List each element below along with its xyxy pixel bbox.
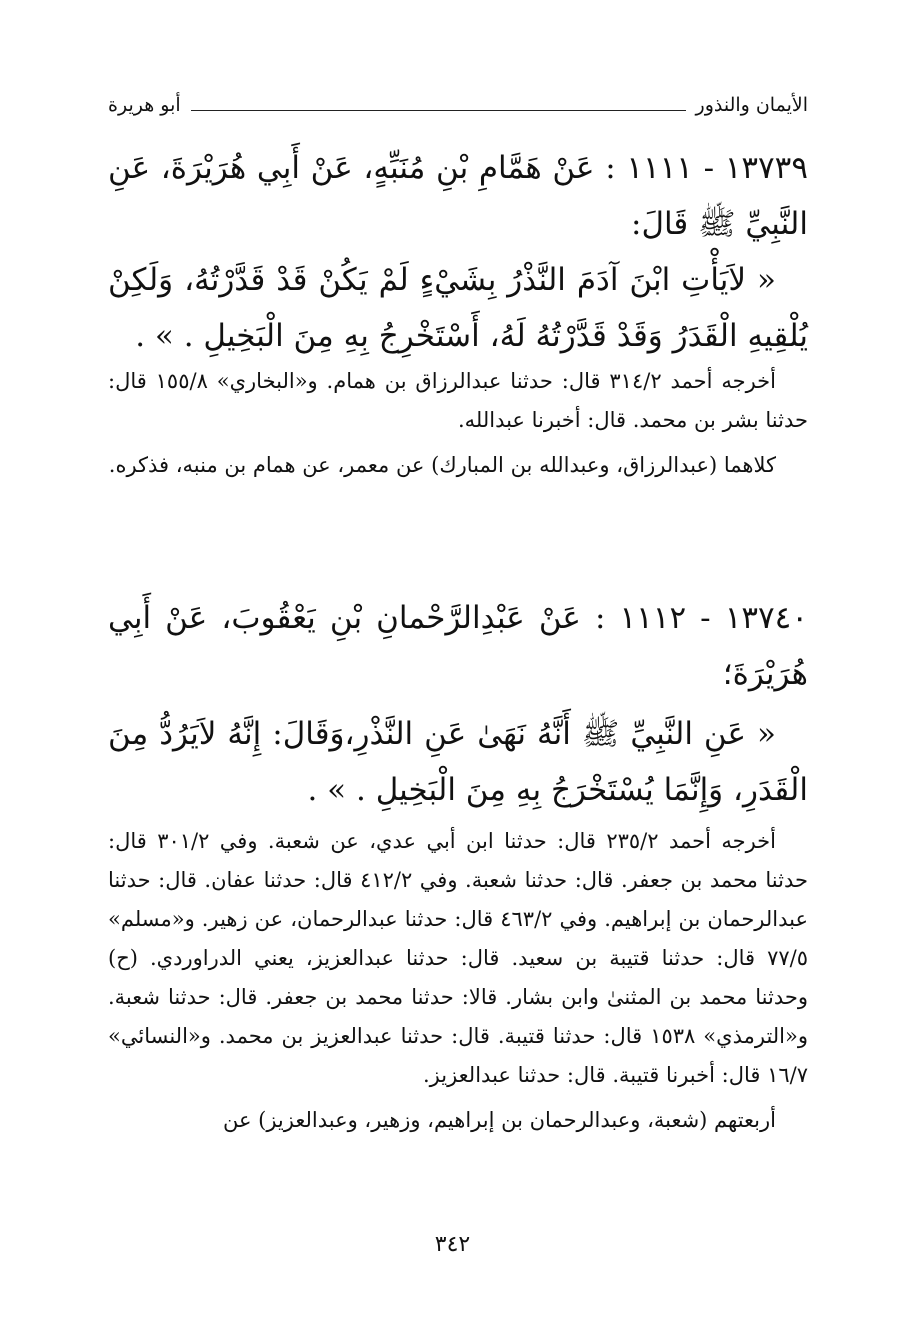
running-header <box>108 88 808 122</box>
takhrij-section-13739 <box>108 362 808 485</box>
hadith-entry-13740 <box>108 590 808 818</box>
takhrij-paragraph: أخرجه أحمد ٢٣٥/٢ قال: حدثنا ابن أبي عدي، عن شعبة. وفي ٣٠١/٢ قال: حدثنا محمد بن جعفر. قال: حدثنا شعبة. وفي ٤١٢/٢ قال: حدثنا عفان. قال: حدثنا عبدالرحمان بن إبراهيم. وفي ٤٦٣/٢ قال: حدثنا عبدالرحمان، عن زهير. و«مسلم» ٧٧/٥ قال: حدثنا قتيبة بن سعيد. قال: حدثنا عبدالعزيز، يعني الدراوردي. (ح) وحدثنا محمد بن المثنىٰ وابن بشار. قالا: حدثنا محمد بن جعفر. قال: حدثنا شعبة. و«الترمذي» ١٥٣٨ قال: حدثنا قتيبة. قال: حدثنا عبدالعزيز بن محمد. و«النسائي» ١٦/٧ قال: أخبرنا قتيبة. قال: حدثنا عبدالعزيز. <box>108 829 809 1087</box>
hadith-entry-13739 <box>108 140 808 364</box>
takhrij-section-13740 <box>108 822 808 1140</box>
header-rule <box>191 110 686 111</box>
takhrij-paragraph: أربعتهم (شعبة، وعبدالرحمان بن إبراهيم، وزهير، وعبدالعزيز) عن <box>222 1108 776 1132</box>
page-number: ٣٤٢ <box>434 1232 471 1257</box>
hadith-text: « لاَيَأْتِ ابْنَ آدَمَ النَّذْرُ بِشَيْءٍ لَمْ يَكُنْ قَدْ قَدَّرْتُهُ، وَلَكِنْ يُلْقِيهِ الْقَدَرُ وَقَدْ قَدَّرْتُهُ لَهُ، أَسْتَخْرِجُ بِهِ مِنَ الْبَخِيلِ . » . <box>108 262 808 354</box>
takhrij-paragraph: كلاهما (عبدالرزاق، وعبدالله بن المبارك) عن معمر، عن همام بن منبه، فذكره. <box>108 453 776 477</box>
hadith-text: « عَنِ النَّبِيِّ ﷺ أَنَّهُ نَهَىٰ عَنِ النَّذْرِ،وَقَالَ: إِنَّهُ لاَيَرُدُّ مِنَ الْقَدَرِ، وَإِنَّمَا يُسْتَخْرَجُ بِهِ مِنَ الْبَخِيلِ . » . <box>108 716 808 808</box>
entry-heading: ١٣٧٣٩ - ١١١١ : عَنْ هَمَّامِ بْنِ مُنَبِّهٍ، عَنْ أَبِي هُرَيْرَةَ، عَنِ النَّبِيِّ ﷺ قَالَ: <box>108 150 808 242</box>
header-narrator-title: أبو هريرة <box>108 94 181 116</box>
header-chapter-title: الأيمان والنذور <box>695 94 808 116</box>
takhrij-paragraph: أخرجه أحمد ٣١٤/٢ قال: حدثنا عبدالرزاق بن همام. و«البخاري» ١٥٥/٨ قال: حدثنا بشر بن محمد. قال: أخبرنا عبدالله. <box>108 369 808 432</box>
entry-heading: ١٣٧٤٠ - ١١١٢ : عَنْ عَبْدِالرَّحْمانِ بْنِ يَعْقُوبَ، عَنْ أَبِي هُرَيْرَةَ؛ <box>108 600 808 692</box>
